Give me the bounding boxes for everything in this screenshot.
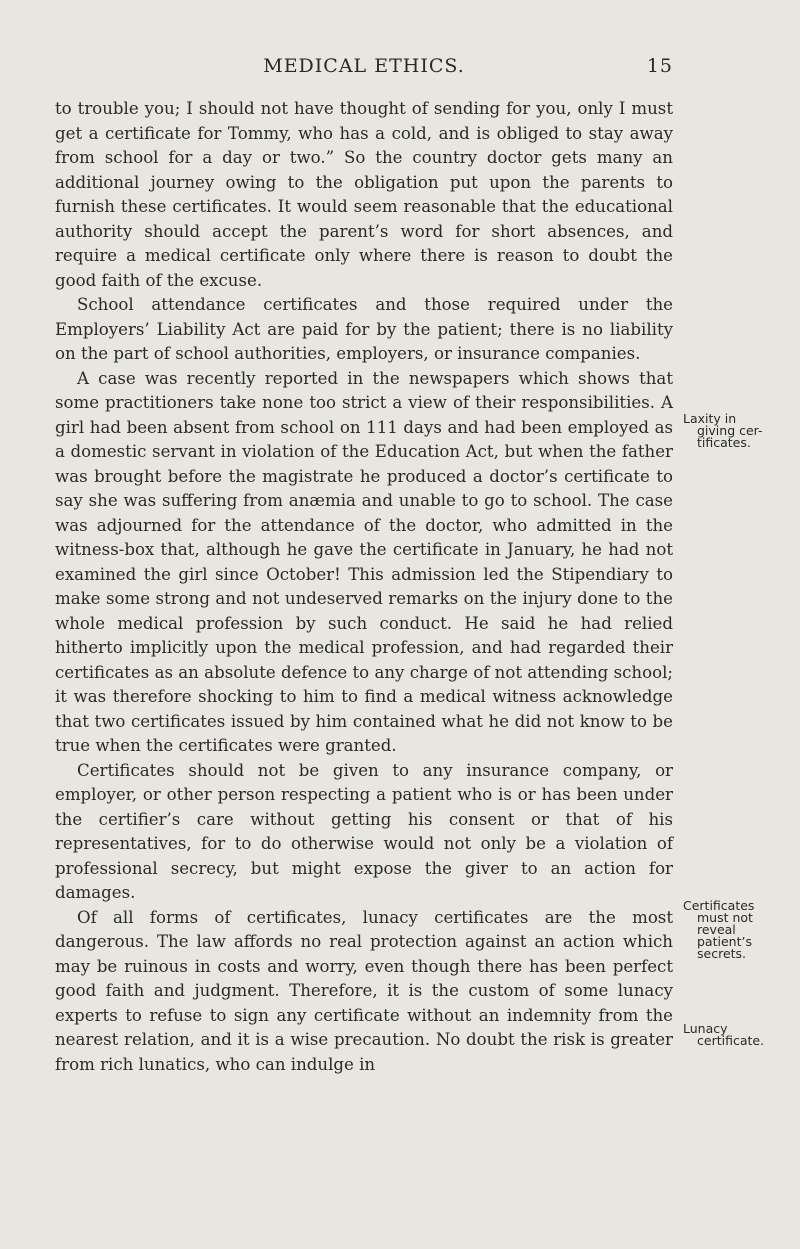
paragraph-1: to trouble you; I should not have thought of sending for you, only I must get a certificate for Tommy, who has a cold, and is obliged to stay away from school for a day or two.” So the country doctor gets many an additional journey owing to the obligation put upon the parents to furnish these certificates. It would seem reasonable that the educational authority should accept the parent’s word for short absences, and require a medical certificate only where there is reason to doubt the good faith of the excuse. — [55, 99, 673, 290]
margin-note-line: secrets. — [697, 946, 747, 961]
paragraph-3: A case was recently reported in the newspapers which shows that some practitioners take none too strict a view of their responsibilities. A girl had been absent from school on 111 days and had been employed as a domestic servant in violation of the Education Act, but when the father was brought before the magistrate he produced a doctor’s certificate to say she was suffering from anæmia and unable to go to school. The case was adjourned for the attendance of the doctor, who admitted in the witness-box that, although he gave the certificate in January, he had not examined the girl since October! This admission led the Stipendiary to make some strong and not undeserved remarks on the injury done to the whole medical profession by such conduct. He said he had relied hitherto implicitly upon the medical profession, and had regarded their certificates as an absolute defence to any charge of not attending school; it was therefore shocking to him to find a medical witness acknowledge that two certificates issued by him contained what he did not know to be true when the certificates were granted. — [55, 368, 673, 755]
page-header — [55, 55, 673, 85]
margin-note-laxity — [683, 413, 793, 449]
page-number: 15 — [646, 55, 673, 77]
margin-note-line: reveal — [697, 922, 736, 937]
paragraph-4: Certificates should not be given to any insurance company, or employer, or other person respecting a patient who is or has been under the certifier’s care without getting his consent or that of his representatives, for to do otherwise would not only be a violation of professional secrecy, but might expose the giver to an action for damages. — [55, 760, 673, 902]
margin-note-line: Laxity in — [683, 411, 737, 426]
margin-note-line: giving cer- — [697, 423, 763, 438]
margin-note-line: certificate. — [697, 1033, 765, 1048]
margin-note-line: patient’s — [697, 934, 752, 949]
margin-note-line: Lunacy — [683, 1021, 728, 1036]
margin-note-lunacy — [683, 1023, 793, 1047]
margin-note-line: must not — [697, 910, 753, 925]
paragraph-2: School attendance certificates and those required under the Employers’ Liability Act are paid for by the patient; there is no liability on the part of school authorities, employers, or insurance companies. — [55, 295, 673, 363]
margin-note-secrets — [683, 900, 793, 960]
running-title: MEDICAL ETHICS. — [263, 55, 465, 77]
body-text — [55, 97, 673, 1077]
margin-note-line: Certificates — [683, 898, 755, 913]
margin-note-line: tificates. — [697, 435, 751, 450]
paragraph-5: Of all forms of certificates, lunacy certificates are the most dangerous. The law affords no real protection against an action which may be ruinous in costs and worry, even though there has been perfect good faith and judgment. Therefore, it is the custom of some lunacy experts to refuse to sign any certificate without an indemnity from the nearest relation, and it is a wise precaution. No doubt the risk is greater from rich lunatics, who can indulge in — [55, 907, 673, 1074]
